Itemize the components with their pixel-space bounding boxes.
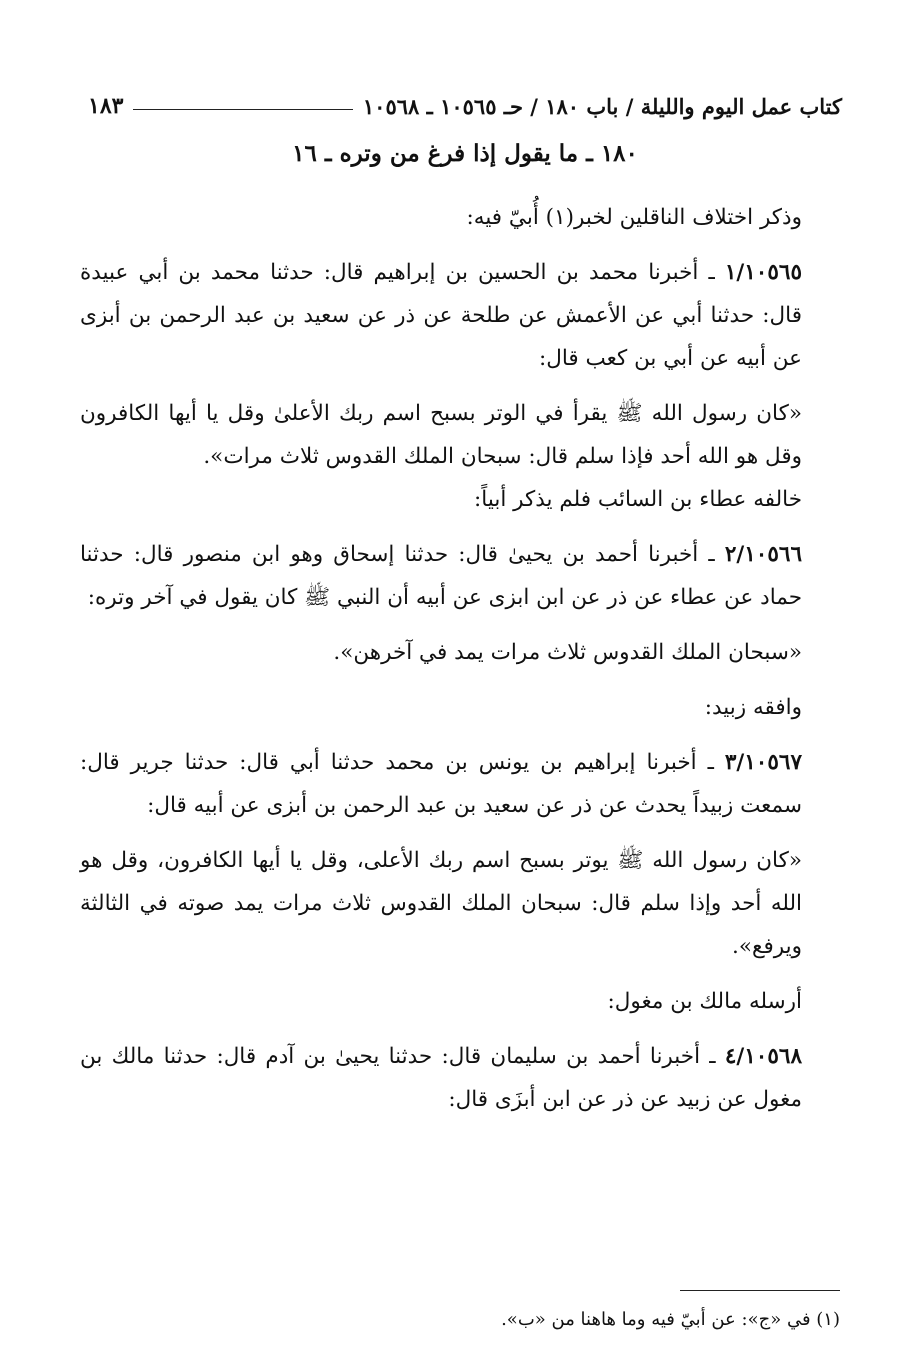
running-title: كتاب عمل اليوم والليلة / باب ١٨٠ / حـ ١٠٥٦٥ ـ ١٠٥٦٨	[362, 93, 842, 119]
paragraph-text: خالفه عطاء بن السائب فلم يذكر أبياً:	[474, 487, 802, 512]
paragraph	[80, 533, 842, 619]
paragraph-text: وذكر اختلاف الناقلين لخبر(١) أُبيّ فيه:	[466, 205, 802, 230]
paragraph-text: ـ أخبرنا إبراهيم بن يونس بن محمد حدثنا أبي قال: حدثنا جرير قال: سمعت زبيداً يحدث عن ذر عن سعيد بن عبد الرحمن بن أبزى عن أبيه قال:	[80, 750, 802, 818]
page-number: ١٨٣	[88, 93, 124, 119]
paragraph	[80, 478, 842, 521]
paragraph-text: ـ أخبرنا أحمد بن سليمان قال: حدثنا يحيىٰ بن آدم قال: حدثنا مالك بن مغول عن زبيد عن ذر عن ابن أبزَى قال:	[80, 1044, 802, 1112]
paragraph	[80, 1035, 842, 1121]
paragraph-text: ـ أخبرنا محمد بن الحسين بن إبراهيم قال: حدثنا محمد بن أبي عبيدة قال: حدثنا أبي عن الأعمش عن طلحة عن ذر عن سعيد بن عبد الرحمن بن أبزى عن أبيه عن أبي بن كعب قال:	[80, 260, 802, 371]
hadith-number: ٤/١٠٥٦٨	[724, 1044, 802, 1069]
header-rule	[133, 109, 352, 110]
paragraph-text: وافقه زبيد:	[704, 695, 802, 720]
paragraph	[80, 251, 842, 380]
paragraph	[80, 392, 842, 478]
footnote-rule	[680, 1290, 840, 1291]
footnote: (١) في «ج»: عن أبيّ فيه وما هاهنا من «ب».	[501, 1309, 840, 1330]
paragraph	[80, 839, 842, 968]
paragraph-text: «سبحان الملك القدوس ثلاث مرات يمد في آخرهن».	[333, 640, 802, 665]
paragraph-text: ـ أخبرنا أحمد بن يحيىٰ قال: حدثنا إسحاق وهو ابن منصور قال: حدثنا حماد عن عطاء عن ذر عن ابن ابزى عن أبيه أن النبي ﷺ كان يقول في آخر وتره:	[80, 542, 802, 610]
paragraph	[80, 196, 842, 239]
running-header	[88, 88, 842, 124]
hadith-number: ١/١٠٥٦٥	[724, 260, 802, 285]
paragraph	[80, 686, 842, 729]
paragraph	[80, 741, 842, 827]
paragraph-text: «كان رسول الله ﷺ يقرأ في الوتر بسبح اسم ربك الأعلىٰ وقل يا أيها الكافرون وقل هو الله أحد فإذا سلم قال: سبحان الملك القدوس ثلاث مرات».	[80, 401, 802, 469]
paragraph-text: أرسله مالك بن مغول:	[607, 989, 802, 1014]
paragraph	[80, 631, 842, 674]
body-text	[80, 196, 842, 1121]
section-heading: ١٨٠ ـ ما يقول إذا فرغ من وتره ـ ١٦	[292, 140, 638, 167]
paragraph-text: «كان رسول الله ﷺ يوتر بسبح اسم ربك الأعلى، وقل يا أيها الكافرون، وقل هو الله أحد وإذا سلم قال: سبحان الملك القدوس ثلاث مرات يمد صوته في الثالثة ويرفع».	[80, 848, 802, 959]
hadith-number: ٣/١٠٥٦٧	[724, 750, 802, 775]
paragraph	[80, 980, 842, 1023]
hadith-number: ٢/١٠٥٦٦	[724, 542, 802, 567]
